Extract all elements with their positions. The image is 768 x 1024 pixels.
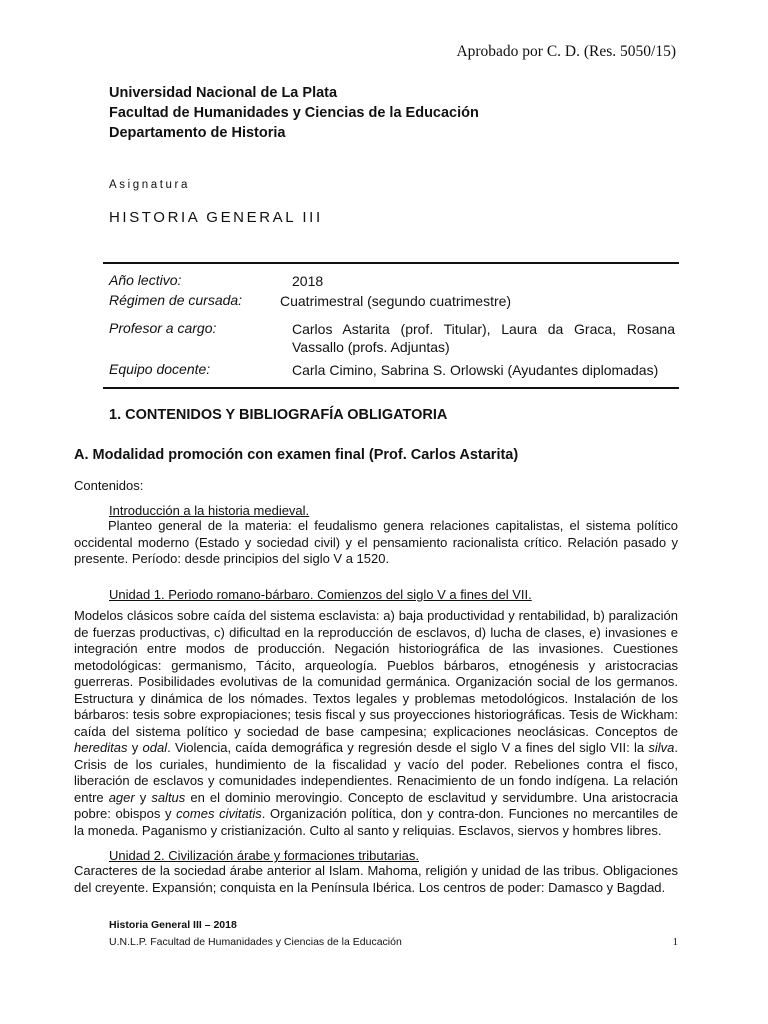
unit1-heading: Unidad 1. Periodo romano-bárbaro. Comienzos del siglo V a fines del VII. [109, 587, 532, 602]
top-divider [103, 262, 679, 264]
unit1-paragraph [74, 608, 678, 839]
modality-heading: A. Modalidad promoción con examen final (Prof. Carlos Astarita) [74, 447, 519, 463]
professor-value: Carlos Astarita (prof. Titular), Laura da Graca, Rosana Vassallo (profs. Adjuntas) [292, 321, 675, 355]
intro-paragraph [74, 518, 678, 568]
bottom-divider [103, 387, 679, 389]
intro-heading: Introducción a la historia medieval. [109, 503, 310, 518]
unit2-paragraph: Caracteres de la sociedad árabe anterior al Islam. Mahoma, religión y unidad de las tribus. Obligaciones del creyente. Expansión; conquista en la Península Ibérica. Los centros de poder: Damasco y Bagdad. [74, 863, 678, 895]
subject-title: HISTORIA GENERAL III [109, 209, 323, 226]
term-saltus: saltus [151, 789, 186, 805]
unit1-text-c: . Crisis de los curiales, hundimiento de la fiscalidad y vacío del poder. Rebeliones contra el fisco, liberación de esclavos y comunidades independientes. Renacimiento de un fondo indígena. La relación entre [74, 740, 678, 805]
approval-note: Aprobado por C. D. (Res. 5050/15) [456, 43, 676, 60]
unit1-conj-2: y [134, 789, 152, 805]
regime-label: Régimen de cursada: [109, 292, 243, 308]
university-name: Universidad Nacional de La Plata [109, 85, 338, 101]
unit1-text-b: . Violencia, caída demográfica y regresión desde el siglo V a fines del siglo VII: la [167, 740, 649, 755]
footer-institution: U.N.L.P. Facultad de Humanidades y Ciencias de la Educación [109, 936, 402, 948]
team-label: Equipo docente: [109, 361, 211, 377]
contents-label: Contenidos: [74, 478, 144, 493]
subject-label: Asignatura [109, 179, 190, 191]
footer-title: Historia General III – 2018 [109, 919, 237, 931]
faculty-name: Facultad de Humanidades y Ciencias de la Educación [109, 105, 479, 121]
professor-label: Profesor a cargo: [109, 320, 217, 336]
unit1-text-a: Modelos clásicos sobre caída del sistema esclavista: a) baja productividad y rentabilidad, b) paralización de fuerzas productivas, c) dificultad en la reproducción de esclavos, d) lucha de clases, e) invasiones e integración entre modos de producción. Negación historiográfica de las invasiones. Cuestiones metodológicas: germanismo, Tácito, arqueología. Pueblos bárbaros, etnogénesis y aristocracias guerreras. Posibilidades evolutivas de la comunidad germánica. Organización social de los germanos. Estructura y dinámica de los nómades. Textos legales y problemas metodológicos. Instalación de los bárbaros: tesis sobre expropiaciones; tesis fiscal y sus proyecciones historiográficas. Tesis de Wickham: caída del sistema político y sociedad de base campesina; explicaciones neoclásicas. Conceptos de [74, 608, 678, 739]
section-heading: 1. CONTENIDOS Y BIBLIOGRAFÍA OBLIGATORIA [109, 407, 448, 423]
unit2-heading: Unidad 2. Civilización árabe y formaciones tributarias. [109, 848, 419, 863]
page-number: 1 [672, 936, 678, 948]
term-silva: silva [648, 740, 675, 755]
term-ager: ager [108, 789, 135, 805]
term-odal: odal [142, 740, 168, 755]
term-hereditas: hereditas [74, 740, 128, 755]
year-label: Año lectivo: [109, 272, 182, 288]
unit1-text-e: . Organización política, don y contra-don. Funciones no mercantiles de la moneda. Paganismo y cristianización. Culto al santo y reliquias. Esclavos, siervos y hombres libres. [74, 806, 678, 838]
term-comes-civitatis: comes civitatis [176, 806, 262, 821]
unit1-text-d: en el dominio merovingio. Concepto de esclavitud y servidumbre. Una aristocracia pobre: obispos y [74, 789, 678, 821]
team-value: Carla Cimino, Sabrina S. Orlowski (Ayudantes diplomadas) [292, 362, 659, 378]
institution-block [109, 83, 479, 143]
year-value: 2018 [292, 273, 324, 289]
unit1-conj-1: y [127, 740, 143, 755]
department-name: Departamento de Historia [109, 125, 286, 141]
regime-value: Cuatrimestral (segundo cuatrimestre) [280, 293, 512, 309]
intro-text: Planteo general de la materia: el feudalismo genera relaciones capitalistas, el sistema político occidental moderno (Estado y sociedad civil) y el pensamiento racionalista crítico. Relación pasado y presente. Período: desde principios del siglo V a 1520. [74, 518, 678, 566]
